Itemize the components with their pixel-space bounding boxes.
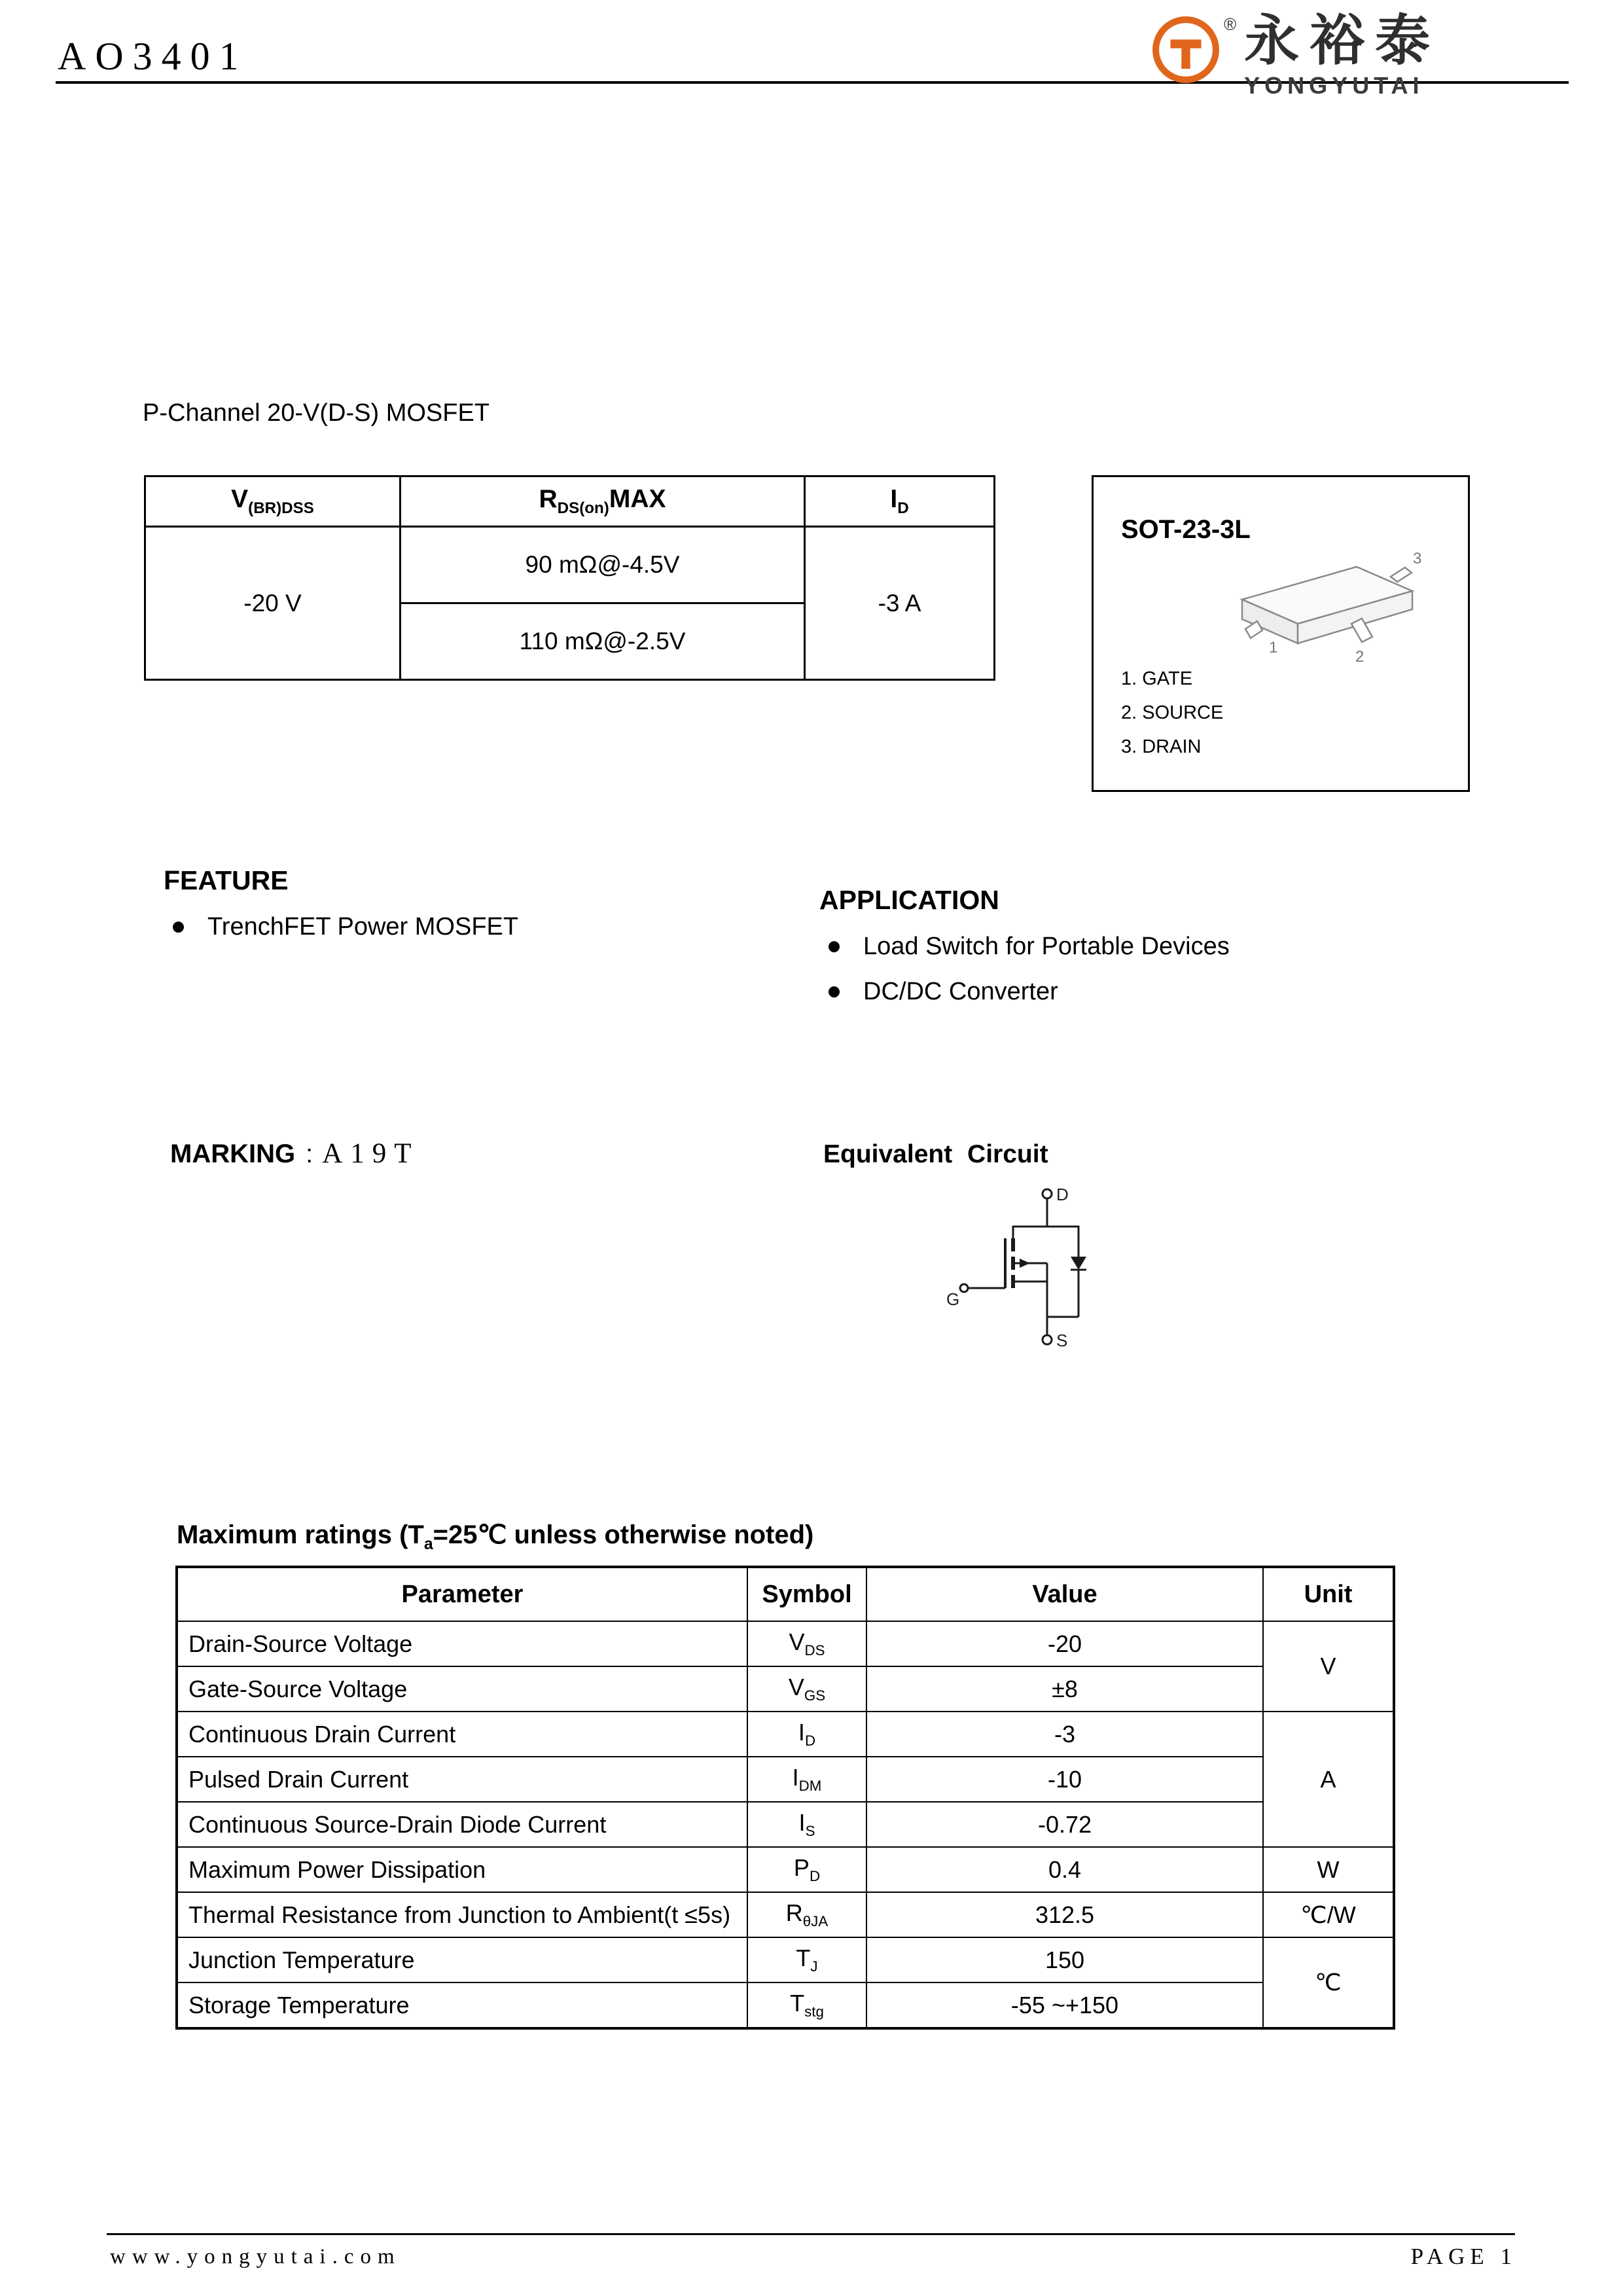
value-cell: -55 ~+150	[866, 1982, 1263, 2028]
value-cell: 0.4	[866, 1847, 1263, 1892]
feature-title: FEATURE	[164, 865, 289, 895]
unit-cell: ℃	[1263, 1937, 1394, 2028]
pin1-number: 1	[1269, 639, 1278, 656]
feature-section	[164, 865, 518, 941]
bullet-icon	[173, 922, 184, 933]
yongyutai-logo-icon	[1149, 13, 1222, 86]
table-row	[177, 1847, 1394, 1892]
part-number-title: AO3401	[58, 35, 248, 78]
brand-logo	[1149, 10, 1441, 99]
ratings-table	[175, 1566, 1395, 2030]
marking-line	[170, 1138, 419, 1170]
application-item-text: DC/DC Converter	[863, 978, 1058, 1005]
value-cell: -3	[866, 1712, 1263, 1757]
pin3-number: 3	[1413, 550, 1422, 567]
equivalent-circuit-title: Equivalent Circuit	[823, 1140, 1048, 1168]
application-section	[819, 885, 1230, 1006]
symbol-cell: $T_{stg}$	[747, 1982, 866, 2028]
spec-table-row	[145, 527, 995, 603]
rdson-header: $R_{DS(on)}MAX$	[401, 476, 805, 527]
application-title: APPLICATION	[819, 885, 999, 915]
pin2-number: 2	[1355, 648, 1364, 666]
rdson-value-45: 90 mΩ@-4.5V	[401, 527, 805, 603]
application-item	[819, 933, 1230, 961]
package-name: SOT-23-3L	[1121, 515, 1251, 544]
marking-separator: :	[306, 1139, 313, 1168]
footer-divider	[107, 2233, 1515, 2235]
symbol-cell: $V_{GS}$	[747, 1666, 866, 1712]
parameter-cell: Storage Temperature	[177, 1982, 747, 2028]
value-cell: 150	[866, 1937, 1263, 1982]
marking-code: A19T	[322, 1138, 419, 1169]
parameter-cell: Continuous Source-Drain Diode Current	[177, 1802, 747, 1847]
symbol-cell: $T_J$	[747, 1937, 866, 1982]
table-row	[177, 1937, 1394, 1982]
marking-label: MARKING	[170, 1139, 296, 1168]
drain-label: D	[1056, 1185, 1069, 1204]
ratings-header-row	[177, 1567, 1394, 1621]
application-item-text: Load Switch for Portable Devices	[863, 933, 1230, 960]
table-row	[177, 1892, 1394, 1937]
table-row	[177, 1802, 1394, 1847]
parameter-cell: Junction Temperature	[177, 1937, 747, 1982]
parameter-cell: Drain-Source Voltage	[177, 1621, 747, 1666]
pin-gate: 1. GATE	[1121, 668, 1193, 689]
value-cell: 312.5	[866, 1892, 1263, 1937]
spec-table	[144, 475, 995, 681]
bullet-icon	[829, 986, 840, 997]
symbol-cell: $I_D$	[747, 1712, 866, 1757]
sot23-package-icon	[1206, 537, 1461, 672]
table-row	[177, 1666, 1394, 1712]
parameter-cell: Thermal Resistance from Junction to Ambient(t ≤5s)	[177, 1892, 747, 1937]
gate-label: G	[946, 1289, 960, 1309]
source-label: S	[1056, 1331, 1068, 1350]
value-cell: ±8	[866, 1666, 1263, 1712]
symbol-cell: $P_D$	[747, 1847, 866, 1892]
col-value: Value	[866, 1567, 1263, 1621]
ratings-heading: Maximum ratings ($T_a=25℃$ unless otherwise noted)	[177, 1520, 814, 1553]
pin-source: 2. SOURCE	[1121, 702, 1224, 723]
bullet-icon	[829, 941, 840, 952]
table-row	[177, 1982, 1394, 2028]
col-symbol: Symbol	[747, 1567, 866, 1621]
vbrdss-header: $V_{(BR)DSS}$	[145, 476, 401, 527]
application-item	[819, 978, 1230, 1006]
brand-text	[1244, 10, 1441, 99]
device-description: P-Channel 20-V(D-S) MOSFET	[143, 399, 490, 427]
id-value: -3 A	[805, 527, 995, 680]
value-cell: -10	[866, 1757, 1263, 1802]
spec-table-header-row	[145, 476, 995, 527]
unit-cell: ℃/W	[1263, 1892, 1394, 1937]
feature-item-text: TrenchFET Power MOSFET	[207, 913, 519, 941]
brand-name-latin: YONGYUTAI	[1244, 72, 1424, 99]
registered-mark: ®	[1224, 14, 1237, 34]
id-header: $I_D$	[805, 476, 995, 527]
table-row	[177, 1712, 1394, 1757]
parameter-cell: Gate-Source Voltage	[177, 1666, 747, 1712]
parameter-cell: Maximum Power Dissipation	[177, 1847, 747, 1892]
col-parameter: Parameter	[177, 1567, 747, 1621]
table-row	[177, 1621, 1394, 1666]
package-box	[1092, 475, 1470, 792]
symbol-cell: $V_{DS}$	[747, 1621, 866, 1666]
rdson-value-25: 110 mΩ@-2.5V	[401, 603, 805, 680]
unit-cell: A	[1263, 1712, 1394, 1847]
feature-item	[164, 913, 518, 941]
footer-website: www.yongyutai.com	[110, 2245, 401, 2269]
symbol-cell: $I_S$	[747, 1802, 866, 1847]
vbrdss-value: -20 V	[145, 527, 401, 680]
footer-page-number: PAGE 1	[1410, 2244, 1517, 2269]
value-cell: -0.72	[866, 1802, 1263, 1847]
value-cell: -20	[866, 1621, 1263, 1666]
parameter-cell: Continuous Drain Current	[177, 1712, 747, 1757]
mosfet-equivalent-circuit-icon	[942, 1183, 1126, 1373]
unit-cell: W	[1263, 1847, 1394, 1892]
col-unit: Unit	[1263, 1567, 1394, 1621]
symbol-cell: $R_{\theta JA}$	[747, 1892, 866, 1937]
pin-drain: 3. DRAIN	[1121, 736, 1202, 757]
symbol-cell: $I_{DM}$	[747, 1757, 866, 1802]
pin-list	[1121, 662, 1223, 764]
unit-cell: V	[1263, 1621, 1394, 1712]
table-row	[177, 1757, 1394, 1802]
brand-name-chinese: 永裕泰	[1244, 10, 1441, 71]
parameter-cell: Pulsed Drain Current	[177, 1757, 747, 1802]
